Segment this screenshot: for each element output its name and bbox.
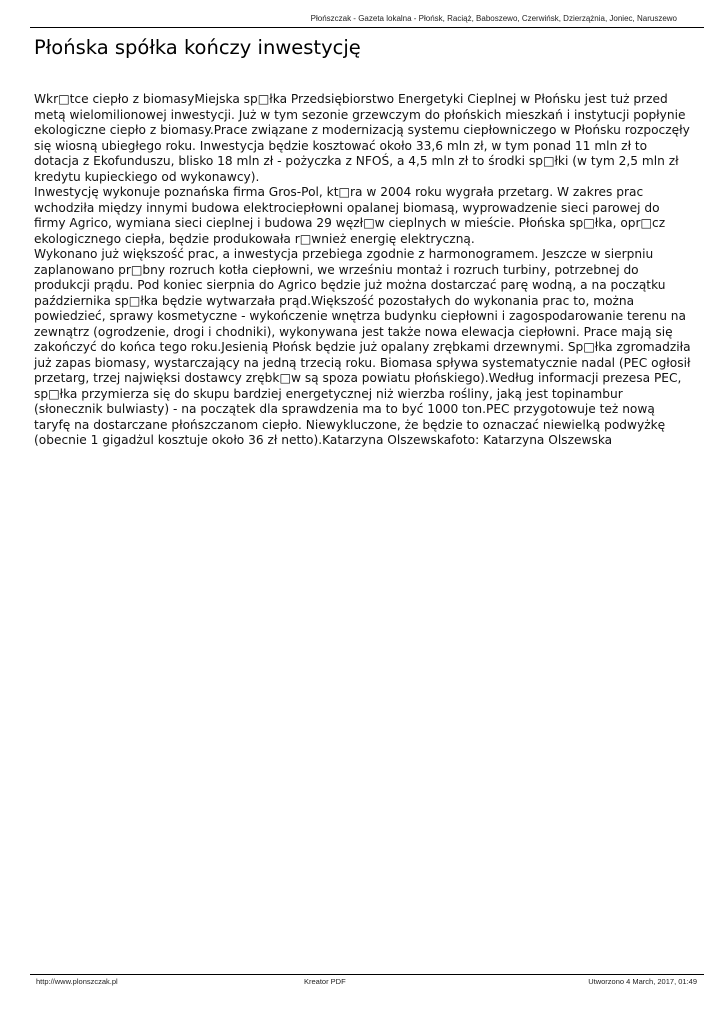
- footer-divider: [30, 974, 704, 975]
- footer-url: http://www.plonszczak.pl: [36, 977, 118, 986]
- article-title: Płońska spółka kończy inwestycję: [34, 36, 361, 59]
- article-paragraph: Inwestycję wykonuje poznańska firma Gros-Pol, kt□ra w 2004 roku wygrała przetarg. W zakres prac wchodziła między innymi budowa elektrociepłowni opalanej biomasą, wyprowadzenie sieci parowej do firmy Agrico, wymiana sieci cieplnej i budowa 29 węzł□w cieplnych w mieście. Płońska sp□łka, opr□cz ekologicznego ciepła, będzie produkowała r□wnież energię elektryczną.: [34, 185, 666, 246]
- running-header: Płońszczak - Gazeta lokalna - Płońsk, Raciąż, Baboszewo, Czerwińsk, Dzierzążnia, Joniec, Naruszewo: [310, 14, 677, 23]
- article-paragraph: Wkr□tce ciepło z biomasyMiejska sp□łka Przedsiębiorstwo Energetyki Cieplnej w Płońsku jest tuż przed metą wielomilionowej inwestycji. Już w tym sezonie grzewczym do płońskich mieszkań i instytucji popłynie ekologiczne ciepło z biomasy.Prace związane z modernizacją systemu ciepłowniczego w Płońsku rozpoczęły się wiosną ubiegłego roku. Inwestycja będzie kosztować około 33,6 mln zł, w tym ponad 11 mln zł to dotacja z Ekofunduszu, blisko 18 mln zł - pożyczka z NFOŚ, a 4,5 mln zł to środki sp□łki (w tym 2,5 mln zł kredytu kupieckiego od wykonawcy).: [34, 92, 690, 184]
- article-paragraph: Wykonano już większość prac, a inwestycja przebiega zgodnie z harmonogramem. Jeszcze w sierpniu zaplanowano pr□bny rozruch kotła ciepłowni, we wrześniu montaż i rozruch turbiny, potrzebnej do produkcji prądu. Pod koniec sierpnia do Agrico będzie już można dostarczać parę wodną, a na początku października sp□łka będzie wytwarzała prąd.Większość pozostałych do wykonania prac to, można powiedzieć, sprawy kosmetyczne - wykończenie wnętrza budynku ciepłowni i zagospodarowanie terenu na zewnątrz (ogrodzenie, drogi i chodniki), wykonywana jest także nowa elewacja ciepłowni. Prace mają się zakończyć do końca tego roku.Jesienią Płońsk będzie już opalany zrębkami drzewnymi. Sp□łka zgromadziła już zapas biomasy, wystarczający na jedną trzecią roku. Biomasa spływa systematycznie nadal (PEC ogłosił przetarg, trzej najwięksi dostawcy zrębk□w są spoza powiatu płońskiego).Według informacji prezesa PEC, sp□łka przymierza się do skupu bardziej energetycznej niż wierzba rośliny, jaką jest topinambur (słonecznik bulwiasty) - na początek dla sprawdzenia ma to być 1000 ton.PEC przygotowuje też nową taryfę na dostarczane płońszczanom ciepło. Niewykluczone, że będzie to oznaczać niewielką podwyżkę (obecnie 1 gigadżul kosztuje około 36 zł netto).Katarzyna Olszewskafoto: Katarzyna Olszewska: [34, 247, 691, 447]
- article-body: [34, 92, 694, 449]
- footer-generator: Kreator PDF: [304, 977, 346, 986]
- header-divider: [30, 27, 704, 28]
- footer-created-date: Utworzono 4 March, 2017, 01:49: [588, 977, 697, 986]
